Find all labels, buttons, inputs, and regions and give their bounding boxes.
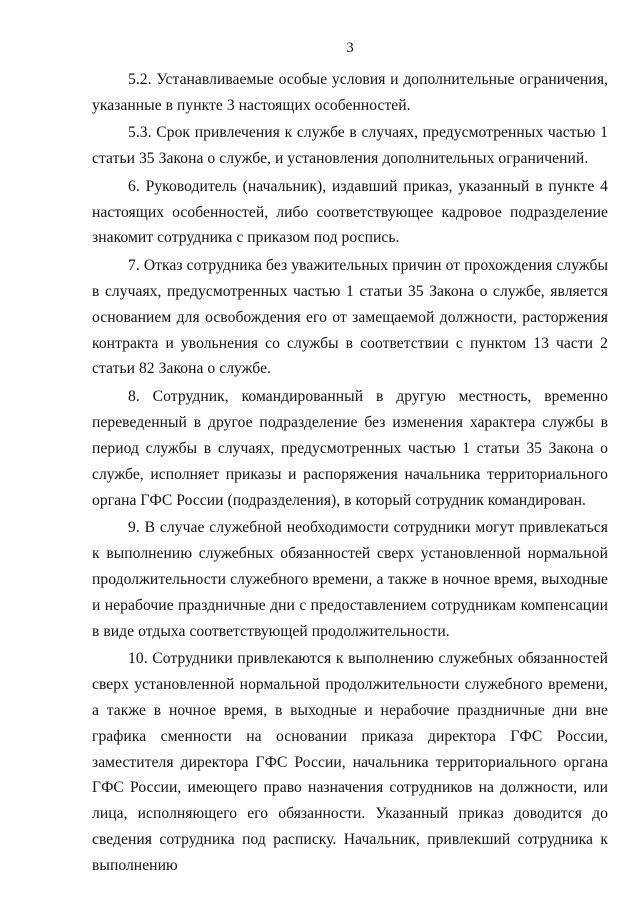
paragraph-8: 8. Сотрудник, командированный в другую местность, временно переведенный в другое подразделение без изменения характера службы в период службы в случаях, предусмотренных частью 1 статьи 35 Закона о службе, исполняет приказы и распоряжения начальника территориального органа ГФС России (подразделения), в который сотрудник командирован. (92, 387, 608, 509)
paragraph-5-3: 5.3. Срок привлечения к службе в случаях, предусмотренных частью 1 статьи 35 Закона о службе, и установления дополнительных ограничений. (92, 124, 608, 168)
paragraph-5-2: 5.2. Устанавливаемые особые условия и дополнительные ограничения, указанные в пункте 3 настоящих особенностей. (92, 71, 608, 114)
paragraph-10: 10. Сотрудники привлекаются к выполнению служебных обязанностей сверх установленной нормальной продолжительности служебного времени, а также в ночное время, в выходные и нерабочие праздничные дни вне графика сменности на основании приказа директора ГФС России, заместителя директора ГФС России, начальника территориального органа ГФС России, имеющего право назначения сотрудников на должности, или лица, исполняющего его обязанности. Указанный приказ доводится до сведения сотрудника под расписку. Начальник, привлекший сотрудника к выполнению (92, 649, 608, 875)
page-number: 3 (346, 40, 354, 56)
paragraph-7: 7. Отказ сотрудника без уважительных причин от прохождения службы в случаях, предусмотренных частью 1 статьи 35 Закона о службе, является основанием для освобождения его от замещаемой должности, расторжения контракта и увольнения со службы в соответствии с пунктом 13 части 2 статьи 82 Закона о службе. (92, 256, 608, 378)
paragraph-6: 6. Руководитель (начальник), издавший приказ, указанный в пункте 4 настоящих особенностей, либо соответствующее кадровое подразделение знакомит сотрудника с приказом под роспись. (92, 177, 608, 247)
paragraph-9: 9. В случае служебной необходимости сотрудники могут привлекаться к выполнению служебных обязанностей сверх установленной нормальной продолжительности служебного времени, а также в ночное время, выходные и нерабочие праздничные дни с предоставлением сотрудникам компенсации в виде отдыха соответствующей продолжительности. (92, 518, 608, 640)
